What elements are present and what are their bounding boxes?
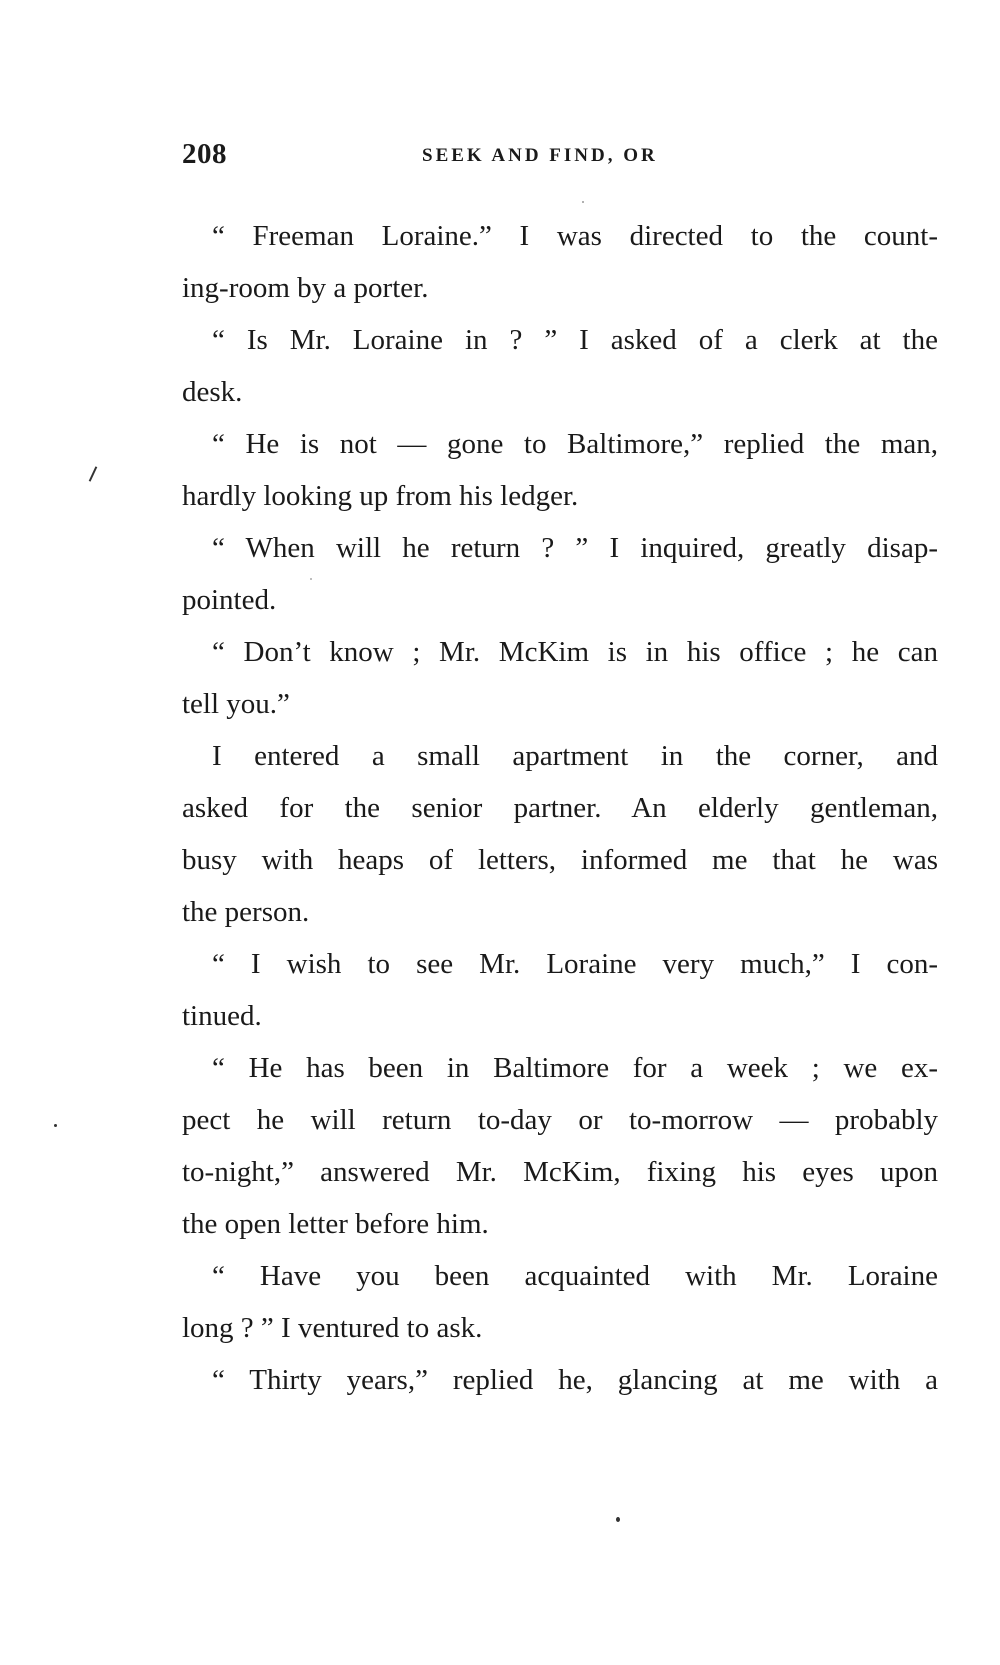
text-line: busy with heaps of letters, informed me that he was <box>182 844 938 876</box>
text-line: pointed. <box>182 584 277 616</box>
text-line: asked for the senior partner. An elderly gentleman, <box>182 792 938 824</box>
text-line: ing-room by a porter. <box>182 272 429 304</box>
text-line: tinued. <box>182 1000 262 1032</box>
text-line: “ When will he return ? ” I inquired, greatly disap- <box>212 532 938 564</box>
text-line: I entered a small apartment in the corner, and <box>212 740 938 772</box>
text-line: to-night,” answered Mr. McKim, fixing his eyes upon <box>182 1156 938 1188</box>
page-number: 208 <box>182 138 227 170</box>
text-line: “ Is Mr. Loraine in ? ” I asked of a clerk at the <box>212 324 938 356</box>
text-line: long ? ” I ventured to ask. <box>182 1312 483 1344</box>
ink-speck <box>616 1517 620 1522</box>
text-line: the person. <box>182 896 310 928</box>
text-line: the open letter before him. <box>182 1208 489 1240</box>
text-line: “ Freeman Loraine.” I was directed to the count- <box>212 220 938 252</box>
body-text <box>182 210 938 1406</box>
text-line: “ Have you been acquainted with Mr. Loraine <box>212 1260 938 1292</box>
ink-speck <box>54 1124 57 1127</box>
text-line: tell you.” <box>182 688 290 720</box>
text-line: “ Don’t know ; Mr. McKim is in his office ; he can <box>212 636 938 668</box>
text-line: hardly looking up from his ledger. <box>182 480 579 512</box>
running-head <box>182 138 942 178</box>
text-line: “ He is not — gone to Baltimore,” replied the man, <box>212 428 938 460</box>
ink-speck <box>310 578 312 580</box>
text-line: pect he will return to-day or to-morrow — probably <box>182 1104 938 1136</box>
text-line: desk. <box>182 376 243 408</box>
ink-speck <box>582 201 584 203</box>
text-line: “ I wish to see Mr. Loraine very much,” I con- <box>212 948 938 980</box>
text-line: “ Thirty years,” replied he, glancing at me with a <box>212 1364 938 1396</box>
text-line: “ He has been in Baltimore for a week ; we ex- <box>212 1052 938 1084</box>
running-title: SEEK AND FIND, OR <box>422 145 658 166</box>
margin-mark <box>89 466 98 481</box>
